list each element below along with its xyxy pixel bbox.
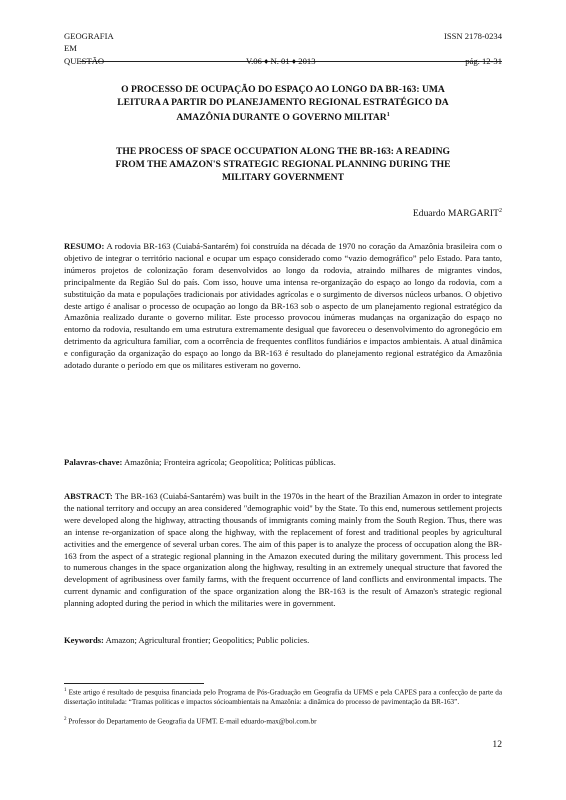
title-pt-line: AMAZÔNIA DURANTE O GOVERNO MILITAR$^1$: [176, 112, 390, 124]
palavras-chave: [64, 456, 502, 468]
title-en-line: THE PROCESS OF SPACE OCCUPATION ALONG THE BR-163: A READING: [116, 146, 450, 157]
palavras-chave-text: Amazônia; Fronteira agrícola; Geopolítica; Políticas públicas.: [124, 457, 336, 467]
title-pt-line: LEITURA A PARTIR DO PLANEJAMENTO REGIONAL ESTRATÉGICO DA: [117, 97, 449, 108]
footnote-2-text: Professor do Departamento de Geografia da UFMT. E-mail eduardo-max@bol.com.br: [68, 717, 317, 726]
abstract-text: The BR-163 (Cuiabá-Santarém) was built in the 1970s in the heart of the Brazilian Amazon in order to integrate the national territory and occupy an area considered "demographic void" by the State. To this end, numerous settlement projects were developed along the highway, attracting thousands of immigrants coming mainly from the South Region. Thus, there was an intense re-organization of space along the highway, with the replacement of forest and traditional peoples by agricultural activities and the emergence of several urban cores. The aim of this paper is to analyze the process of occupation along the BR-163 from the aspect of a strategic regional planning in the Amazon executed during the military government. This process led to numerous changes in the space organization along the highway, resulting in an extremely unequal structure that favored the development of agribusiness over family farms, with the frequent occurrence of land conflicts and environmental impacts. The current dynamic and configuration of the space organization along the BR-163 is the result of Amazon's strategic regional planning adopted during the period in which the militaries were in government.: [64, 491, 502, 609]
journal-name-line2: EM: [64, 43, 77, 53]
title-en-line: FROM THE AMAZON'S STRATEGIC REGIONAL PLANNING DURING THE: [115, 159, 451, 170]
resumo-paragraph: [64, 241, 502, 372]
footnote-1-text: Este artigo é resultado de pesquisa financiada pelo Programa de Pós-Graduação em Geografia da UFMS e pela CAPES para a confecção de parte da dissertação intitulada: “Tramas políticas e impactos sócioambientais na Amazônia: a dinâmica do processo de pavimentação da BR-163”.: [64, 688, 503, 706]
palavras-chave-label: Palavras-chave:: [64, 457, 123, 467]
author-name: Eduardo MARGARIT$^2$: [412, 208, 502, 220]
abstract-paragraph: [64, 491, 502, 610]
footnote-2-mark: 2: [64, 717, 67, 722]
keywords-text: Amazon; Agricultural frontier; Geopolitics; Public policies.: [105, 635, 310, 645]
page-number: 12: [492, 739, 502, 750]
footnote-rule: [64, 683, 204, 684]
journal-name-line3: QUESTÃO: [64, 56, 105, 66]
title-english: [64, 145, 502, 184]
keywords-label: Keywords:: [64, 635, 104, 645]
footnote-1-mark: 1: [64, 688, 67, 693]
resumo-text: A rodovia BR-163 (Cuiabá-Santarém) foi construída na década de 1970 no coração da Amazônia brasileira com o objetivo de integrar o território nacional e ocupar um espaço considerado como “vazio demográfico” pelo Estado. Para tanto, inúmeros projetos de colonização foram desenvolvidos ao longo da rodovia, atraindo milhares de migrantes vindos, principalmente da Região Sul do país. Com isso, houve uma intensa re-organização do espaço ao longo da rodovia, com a substituição da mata e populações tradicionais por atividades agrícolas e o surgimento de diversos núcleos urbanos. O objetivo deste artigo é analisar o processo de ocupação ao longo da BR-163 sob o aspecto de um planejamento regional estratégico da Amazônia realizado durante o governo militar. Este processo provocou inúmeras mudanças na organização do espaço no entorno da rodovia, resultando em uma estrutura extremamente desigual que favoreceu o desenvolvimento do agronegócio em detrimento da agricultura familiar, com a ocorrência de frequentes conflitos fundiários e impactos ambientais. A atual dinâmica e configuração da organização do espaço ao longo da BR-163 é resultado do planejamento regional estratégico da Amazônia adotado durante o período em que os militares estiveram no governo.: [64, 241, 502, 371]
footnote-2: [64, 715, 502, 727]
footnote-1: [64, 686, 502, 707]
footnote-ref-2[interactable]: 2: [499, 208, 502, 214]
issn: ISSN 2178-0234: [443, 31, 502, 41]
page-range: pág. 12-31: [465, 56, 502, 66]
journal-name-line1: GEOGRAFIA: [64, 31, 114, 41]
footnote-ref-1[interactable]: 1: [386, 112, 390, 118]
resumo-label: RESUMO:: [64, 241, 105, 251]
title-portuguese: [64, 83, 502, 124]
title-pt-line: O PROCESSO DE OCUPAÇÃO DO ESPAÇO AO LONGO DA BR-163: UMA: [121, 84, 445, 95]
title-en-line: MILITARY GOVERNMENT: [222, 172, 344, 183]
volume-issue: V.06 ♦ N. 01 ♦ 2013: [246, 56, 316, 66]
keywords: [64, 634, 502, 646]
abstract-label: ABSTRACT:: [64, 491, 113, 501]
